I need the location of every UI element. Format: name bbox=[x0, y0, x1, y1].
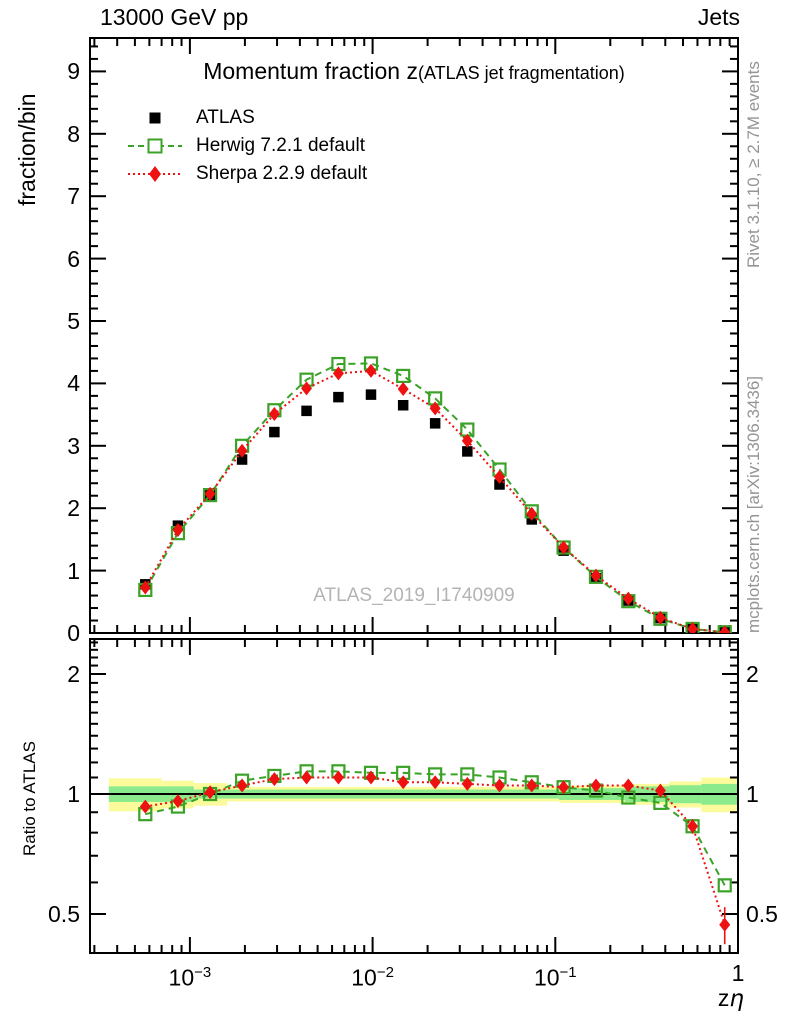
legend-label: Herwig 7.2.1 default bbox=[196, 135, 365, 156]
main-y-tick-label: 9 bbox=[67, 58, 80, 85]
ratio-y-tick-label-right: 2 bbox=[746, 661, 759, 687]
herwig-prediction-marker bbox=[397, 370, 409, 382]
herwig-ratio-marker bbox=[719, 879, 731, 891]
main-y-tick-label: 2 bbox=[67, 495, 80, 522]
main-y-tick-label: 1 bbox=[67, 557, 80, 584]
sherpa-marker-icon bbox=[126, 162, 184, 186]
x-tick-label: $10^{-3}$ bbox=[168, 964, 212, 991]
sherpa-prediction-marker bbox=[301, 381, 312, 395]
ratio-y-tick-label-right: 0.5 bbox=[746, 900, 778, 927]
plot-title-suffix: (ATLAS jet fragmentation) bbox=[417, 63, 625, 83]
sherpa-ratio-marker bbox=[301, 770, 312, 784]
legend-label: Sherpa 2.2.9 default bbox=[196, 163, 368, 184]
ratio-y-tick-label-left: 2 bbox=[67, 661, 80, 687]
legend-item-atlas bbox=[126, 104, 367, 132]
x-tick-label: $10^{-2}$ bbox=[351, 964, 394, 991]
sherpa-prediction-marker bbox=[333, 366, 344, 380]
mcplots-arxiv-note: mcplots.cern.ch [arXiv:1306.3436] bbox=[744, 375, 763, 633]
x-axis-title bbox=[650, 985, 744, 1012]
ratio-y-tick-label-left: 0.5 bbox=[48, 900, 80, 927]
x-axis-title-z: z bbox=[717, 985, 730, 1011]
legend-item-herwig bbox=[126, 132, 367, 160]
main-y-tick-label: 3 bbox=[67, 432, 80, 459]
rivet-version-note: Rivet 3.1.10, ≥ 2.7M events bbox=[744, 61, 763, 268]
main-y-axis-title: fraction/bin bbox=[14, 93, 40, 206]
atlas-data-marker bbox=[269, 427, 280, 438]
ratio-y-tick-label-left: 1 bbox=[67, 781, 80, 807]
herwig-marker-icon bbox=[126, 134, 184, 158]
plot-title bbox=[90, 58, 738, 85]
analysis-id-watermark: ATLAS_2019_I1740909 bbox=[313, 585, 515, 606]
atlas-marker-icon bbox=[126, 106, 184, 130]
plot-title-main: Momentum fraction z bbox=[203, 58, 418, 84]
legend-label: ATLAS bbox=[196, 107, 255, 128]
sherpa-ratio-marker bbox=[719, 918, 730, 932]
main-y-tick-label: 8 bbox=[67, 120, 80, 147]
legend bbox=[126, 104, 367, 188]
main-y-tick-label: 6 bbox=[67, 245, 80, 272]
main-y-tick-label: 0 bbox=[67, 620, 80, 646]
sherpa-prediction-marker bbox=[398, 382, 409, 396]
sherpa-ratio-marker bbox=[269, 772, 280, 786]
main-y-tick-label: 5 bbox=[67, 308, 80, 334]
atlas-data-marker bbox=[333, 392, 344, 403]
x-tick-label: 1 bbox=[731, 960, 745, 986]
atlas-data-marker bbox=[366, 389, 377, 400]
sherpa-ratio-marker bbox=[333, 770, 344, 784]
analysis-group: Jets bbox=[697, 4, 740, 30]
beam-info: 13000 GeV pp bbox=[100, 4, 249, 30]
ratio-y-tick-label-right: 1 bbox=[746, 781, 759, 807]
x-tick-label: $10^{-1}$ bbox=[533, 964, 577, 991]
sherpa-prediction-marker bbox=[365, 364, 376, 378]
main-y-tick-label: 7 bbox=[67, 183, 80, 210]
ratio-y-axis-title: Ratio to ATLAS bbox=[20, 741, 39, 856]
atlas-data-marker bbox=[398, 400, 409, 411]
x-axis-title-eta: η bbox=[729, 986, 744, 1012]
atlas-data-marker bbox=[301, 406, 312, 417]
main-y-tick-label: 4 bbox=[67, 370, 80, 397]
atlas-data-marker bbox=[430, 418, 441, 429]
legend-item-sherpa bbox=[126, 160, 367, 188]
